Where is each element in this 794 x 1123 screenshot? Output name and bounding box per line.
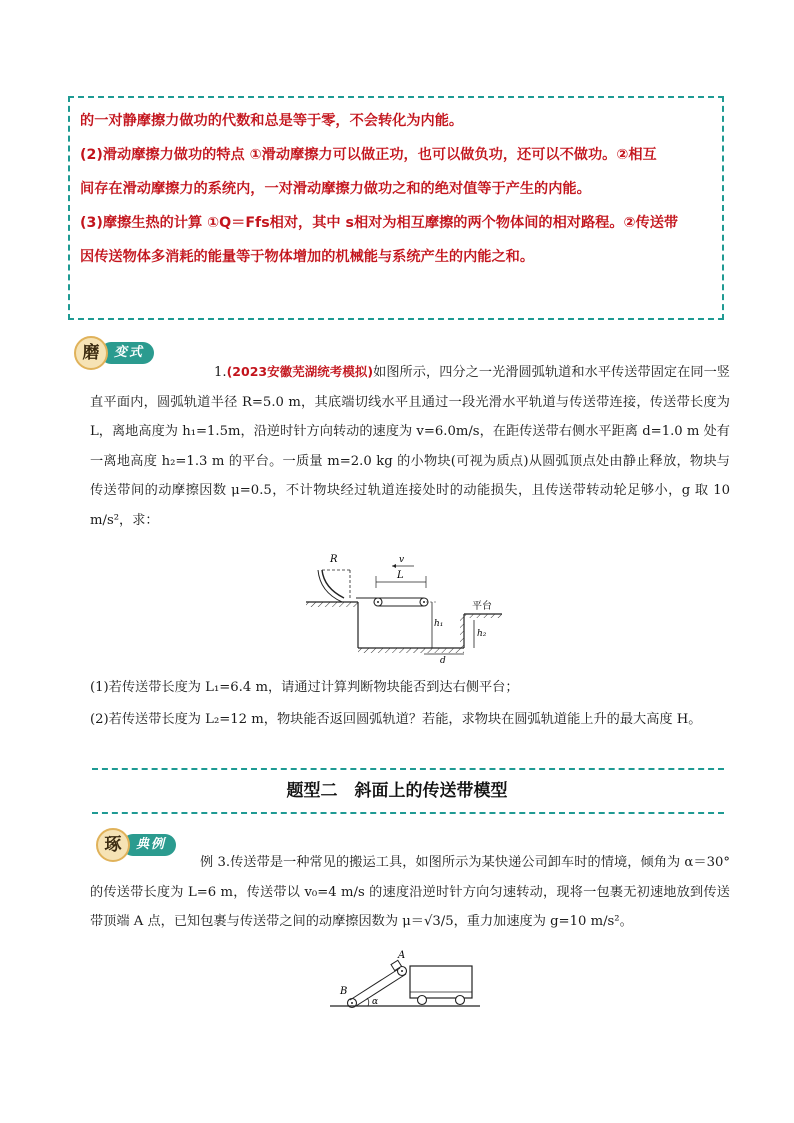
variant-badge-icon: 磨 xyxy=(74,336,108,370)
summary-line-2: (2)滑动摩擦力做功的特点 ①滑动摩擦力可以做正功，也可以做负功，还可以不做功。②相互 xyxy=(80,147,657,163)
problem-1-source: (2023安徽芜湖统考模拟) xyxy=(226,364,374,379)
example-badge-icon: 琢 xyxy=(96,828,130,862)
example-badge-label: 典例 xyxy=(122,834,176,856)
figure2-label-A: A xyxy=(398,950,406,961)
figure1-label-h1: h₁ xyxy=(434,619,444,629)
question-2: (2)若传送带长度为 L₂=12 m，物块能否返回圆弧轨道？若能，求物块在圆弧轨道能上升的最大高度 H。 xyxy=(90,712,702,727)
summary-line-3: 间存在滑动摩擦力的系统内，一对滑动摩擦力做功之和的绝对值等于产生的内能。 xyxy=(80,181,591,197)
figure1-label-h2: h₂ xyxy=(477,629,487,639)
section-title: 题型二 斜面上的传送带模型 xyxy=(286,781,508,801)
figure-truck-conveyor xyxy=(330,948,480,1010)
summary-line-4: (3)摩擦生热的计算 ①Q＝Ffs相对，其中 s相对为相互摩擦的两个物体间的相对路程。②传送带 xyxy=(80,215,679,231)
figure1-label-d: d xyxy=(440,656,446,664)
question-1: (1)若传送带长度为 L₁=6.4 m，请通过计算判断物块能否到达右侧平台； xyxy=(90,680,519,695)
variant-badge-label: 变式 xyxy=(100,342,154,364)
summary-line-1: 的一对静摩擦力做功的代数和总是等于零，不会转化为内能。 xyxy=(80,113,464,129)
figure1-label-v: v xyxy=(399,555,405,565)
figure1-label-L: L xyxy=(397,570,404,581)
figure2-label-B: B xyxy=(340,986,348,997)
problem-1-number: 1. xyxy=(214,365,227,380)
section-divider-bottom xyxy=(92,812,724,814)
example-3-text: 例 3.传送带是一种常见的搬运工具，如图所示为某快递公司卸车时的情境，倾角为 α＝30° 的传送带长度为 L=6 m，传送带以 v₀=4 m/s 的速度沿逆时针方向匀速转动，现将一包裹无初速地放到传送带顶端 A 点，已知包裹与传送带之间的动摩擦因数为 μ＝√3/5，重力加速度为 g=10 m/s²。 xyxy=(90,855,730,929)
summary-box xyxy=(68,96,724,320)
figure2-label-alpha: α xyxy=(372,997,379,1007)
problem-1-text xyxy=(90,357,730,535)
problem-1-body: 如图所示，四分之一光滑圆弧轨道和水平传送带固定在同一竖直平面内，圆弧轨道半径 R=5.0 m，其底端切线水平且通过一段光滑水平轨道与传送带连接，传送带长度为 L，离地高度为 h₁=1.5m，沿逆时针方向转动的速度为 v=6.0m/s，在距传送带右侧水平距离 d=1.0 m 处有一离地高度 h₂=1.3 m 的平台。一质量 m=2.0 kg 的小物块(可视为质点)从圆弧顶点处由静止释放，物块与传送带间的动摩擦因数 μ=0.5，不计物块经过轨道连接处时的动能损失，且传送带转动轮足够小，g 取 10 m/s²，求： xyxy=(90,365,730,528)
figure1-label-platform: 平台 xyxy=(472,601,492,612)
section-divider-top xyxy=(92,768,724,770)
figure1-label-R: R xyxy=(330,554,338,565)
figure-arc-conveyor xyxy=(306,548,502,664)
summary-line-5: 因传送物体多消耗的能量等于物体增加的机械能与系统产生的内能之和。 xyxy=(80,249,535,265)
